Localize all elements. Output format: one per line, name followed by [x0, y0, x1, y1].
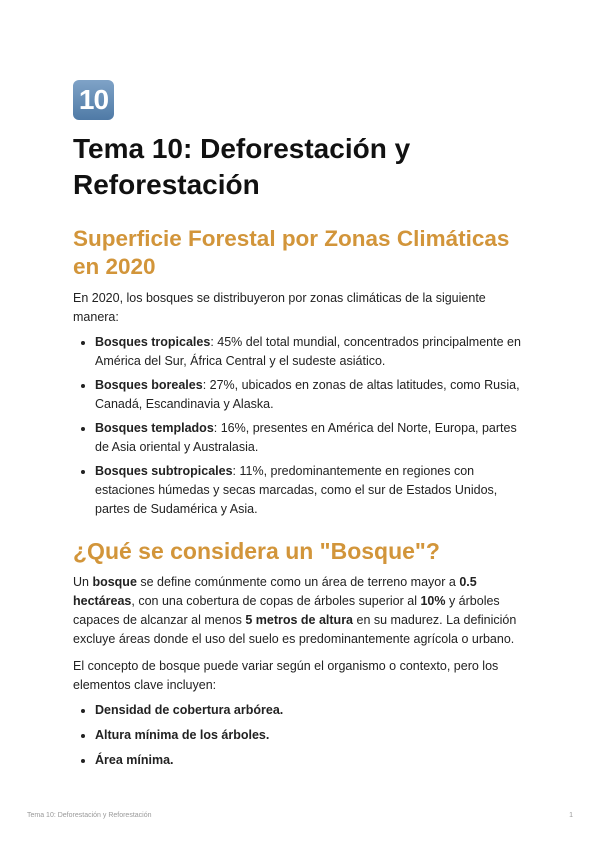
- forest-zones-list: [73, 333, 533, 519]
- document-page: [73, 80, 533, 776]
- list-item: [95, 462, 533, 519]
- section-heading-forest-definition: ¿Qué se considera un "Bosque"?: [73, 538, 440, 564]
- list-item: • Altura mínima de los árboles.: [95, 726, 533, 745]
- footer-title: Tema 10: Deforestación y Reforestación: [27, 812, 152, 819]
- list-item: [95, 419, 533, 457]
- section-heading-forest-area: Superficie Forestal por Zonas Climáticas en 2020: [73, 226, 510, 279]
- list-item: [95, 376, 533, 414]
- list-item-term: Bosques subtropicales: [95, 464, 233, 478]
- definition-paragraph: Un bosque se define comúnmente como un área de terreno mayor a 0.5 hectáreas, con una cobertura de copas de árboles superior al 10% y árboles capaces de alcanzar al menos 5 metros de altura en su madurez. La definición excluye áreas donde el uso del suelo es predominantemente agrícola o urbano.: [73, 575, 517, 646]
- key-elements-list: [73, 701, 533, 770]
- list-item-text: : 27%, ubicados en zonas de altas latitudes, como Rusia, Canadá, Escandinavia y Alaska.: [95, 378, 520, 411]
- list-item-term: Bosques boreales: [95, 378, 203, 392]
- list-item-term: Bosques templados: [95, 421, 214, 435]
- page-title: Tema 10: Deforestación y Reforestación: [73, 133, 411, 200]
- list-item-text: : 45% del total mundial, concentrados principalmente en América del Sur, África Central y el sudeste asiático.: [95, 335, 521, 368]
- page-number: 1: [569, 812, 573, 819]
- page-footer: [27, 812, 573, 819]
- concept-paragraph: El concepto de bosque puede variar según el organismo o contexto, pero los elementos clave incluyen:: [73, 659, 499, 692]
- list-item-term: Bosques tropicales: [95, 335, 211, 349]
- list-item: • Densidad de cobertura arbórea.: [95, 701, 533, 720]
- list-item: [95, 333, 533, 371]
- list-item: • Área mínima.: [95, 751, 533, 770]
- list-item-text: : 16%, presentes en América del Norte, Europa, partes de Asia oriental y Australasia.: [95, 421, 517, 454]
- keycap-ten-emoji-icon: 10: [73, 80, 114, 120]
- section-intro: En 2020, los bosques se distribuyeron por zonas climáticas de la siguiente manera:: [73, 291, 486, 324]
- list-item-text: : 11%, predominantemente en regiones con estaciones húmedas y secas marcadas, como el sur de Estados Unidos, partes de Sudamérica y Asia.: [95, 464, 498, 516]
